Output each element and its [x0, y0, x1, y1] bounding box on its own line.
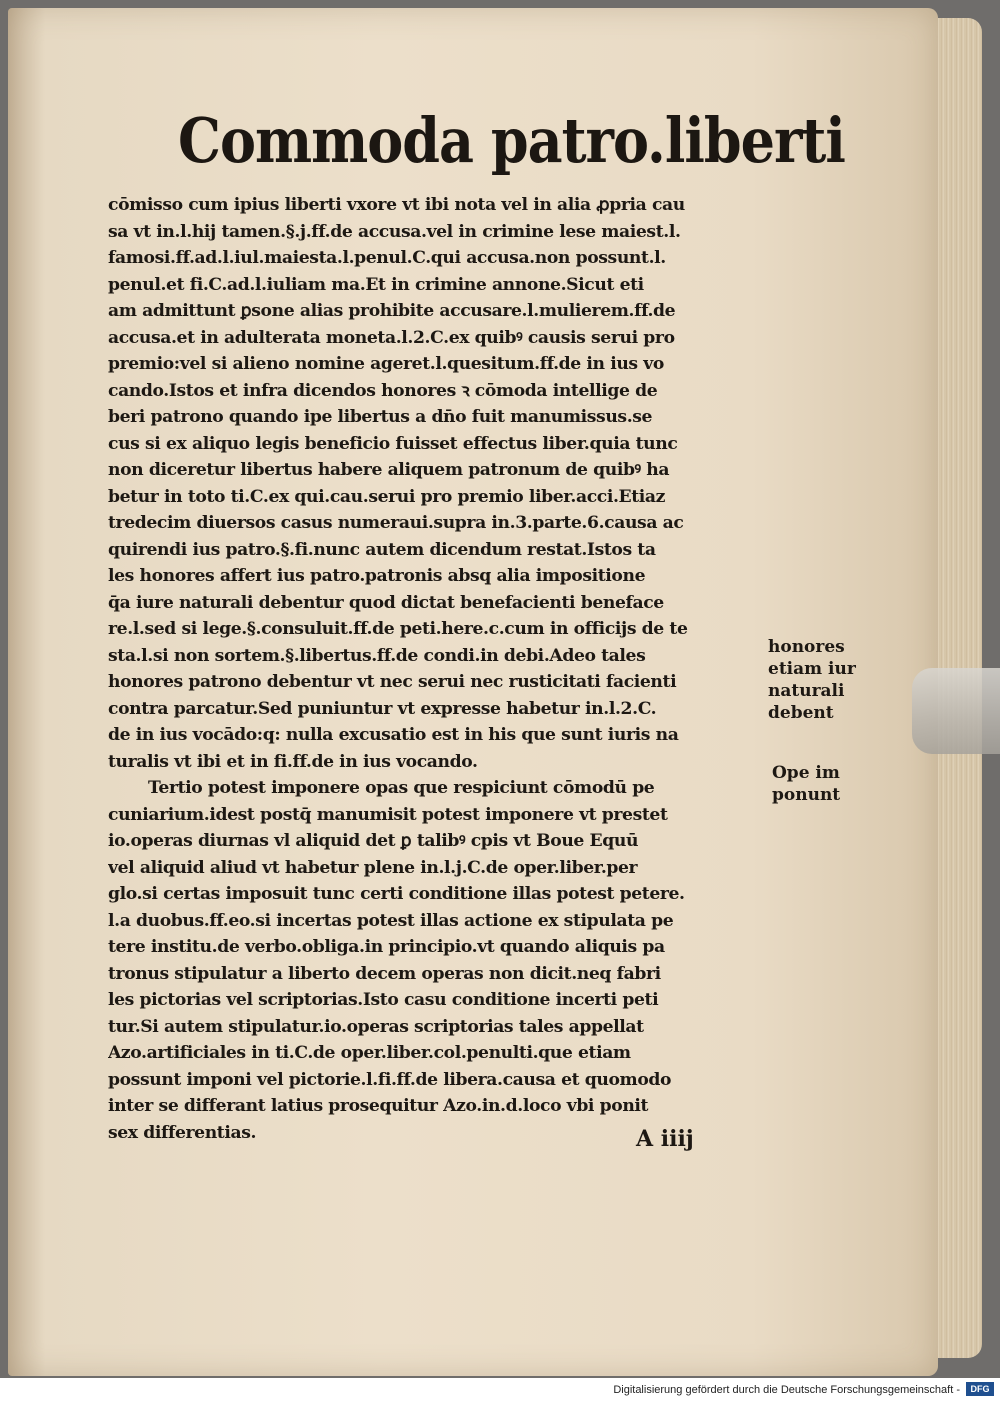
- signature-mark: A iiij: [636, 1126, 694, 1152]
- text-line: tredecim diuersos casus numeraui.supra in.3.parte.6.causa ac: [108, 513, 684, 533]
- text-line: non diceretur libertus habere aliquem patronum de quibꝰ ha: [108, 460, 670, 480]
- text-line: Tertio potest imponere opas que respiciunt cōmodū pe: [148, 778, 655, 798]
- marginal-note-honores: [768, 636, 856, 724]
- text-line: contra parcatur.Sed puniuntur vt expresse habetur in.l.2.C.: [108, 698, 657, 719]
- text-line: penul.et fi.C.ad.l.iuliam ma.Et in crimine annone.Sicut eti: [108, 274, 644, 295]
- text-line: betur in toto ti.C.ex qui.cau.serui pro premio liber.acci.Etiaz: [108, 486, 666, 507]
- text-line: am admittunt ꝑsone alias prohibite accusare.l.mulierem.ff.de: [108, 301, 676, 321]
- text-line: quirendi ius patro.§.fi.nunc autem dicendum restat.Istos ta: [108, 539, 656, 560]
- marginal-line: honores: [768, 637, 845, 657]
- text-line: vel aliquid aliud vt habetur plene in.l.j.C.de oper.liber.per: [108, 857, 638, 878]
- text-line: q̄a iure naturali debentur quod dictat benefacienti beneface: [108, 592, 664, 613]
- text-line: les honores affert ius patro.patronis absq̧ alia impositione: [108, 566, 646, 586]
- marginal-line: naturali: [768, 681, 845, 701]
- text-line: re.l.sed si lege.§.consuluit.ff.de peti.here.c.cum in officijs de te: [108, 619, 688, 639]
- text-line: io.operas diurnas vl aliquid det ꝑ talibꝰ cpis vt Boue Equū: [108, 831, 639, 851]
- footer-bar: [0, 1378, 1000, 1403]
- footer-credit: Digitalisierung gefördert durch die Deutsche Forschungsgemeinschaft -: [613, 1384, 960, 1396]
- text-line: sex differentias.: [108, 1122, 257, 1143]
- text-line: sta.l.si non sortem.§.libertus.ff.de condi.in debi.Adeo tales: [108, 645, 646, 666]
- text-line: possunt imponi vel pictorie.l.fi.ff.de libera.causa et quomodo: [108, 1069, 672, 1090]
- text-line: cando.Istos et infra dicendos honores ꝛ cōmoda intellige de: [108, 380, 658, 401]
- text-line: beri patrono quando ipe libertus a dn̄o fuit manumissus.se: [108, 407, 653, 427]
- marginal-line: ponunt: [772, 785, 841, 805]
- running-headline: Commoda patro.liberti: [178, 103, 845, 177]
- text-line: accusa.et in adulterata moneta.l.2.C.ex quibꝰ causis serui pro: [108, 327, 675, 348]
- text-line: turalis vt ibi et in fi.ff.de in ius vocando.: [108, 751, 478, 772]
- text-line: cuniarium.idest postq̄ manumisit potest imponere vt prestet: [108, 804, 668, 825]
- text-line: sa vt in.l.hij tamen.§.j.ff.de accusa.vel in crimine lese maiest.l.: [108, 221, 681, 242]
- text-line: cōmisso cum ipius liberti vxore vt ibi nota vel in alia ꝓpria cau: [108, 195, 685, 215]
- text-line: les pictorias vel scriptorias.Isto casu conditione incerti peti: [108, 990, 659, 1010]
- text-line: Azo.artificiales in ti.C.de oper.liber.col.penulti.que etiam: [108, 1043, 631, 1063]
- text-line: premio:vel si alieno nomine ageret.l.quesitum.ff.de in ius vo: [108, 354, 664, 374]
- text-line: famosi.ff.ad.l.iul.maiesta.l.penul.C.qui accusa.non possunt.l.: [108, 248, 666, 268]
- text-line: l.a duobus.ff.eo.si incertas potest illas actione ex stipulata pe: [108, 910, 674, 931]
- text-line: tur.Si autem stipulatur.io.operas scriptorias tales appellat: [108, 1016, 644, 1037]
- text-line: inter se differant latius prosequitur Azo.in.d.loco vbi ponit: [108, 1096, 649, 1116]
- text-line: tere institu.de verbo.obliga.in principio.vt quando aliquis pa: [108, 937, 665, 957]
- text-line: glo.si certas imposuit tunc certi conditione illas potest petere.: [108, 884, 685, 904]
- text-line: cus si ex aliquo legis beneficio fuisset effectus liber.quia tunc: [108, 433, 678, 454]
- marginal-line: Ope im: [772, 763, 840, 783]
- text-line: tronus stipulatur a liberto decem operas non dicit.neq̧ fabri: [108, 963, 661, 984]
- marginal-line: etiam iur: [768, 659, 856, 679]
- marginal-line: debent: [768, 703, 834, 723]
- book-clasp: [912, 668, 1000, 754]
- body-text: [108, 192, 763, 1146]
- dfg-logo: DFG: [966, 1382, 994, 1396]
- text-line: de in ius vocādo:q: nulla excusatio est in his que sunt iuris na: [108, 725, 679, 745]
- marginal-note-opere: [772, 762, 840, 806]
- text-line: honores patrono debentur vt nec serui nec rusticitati facienti: [108, 672, 677, 692]
